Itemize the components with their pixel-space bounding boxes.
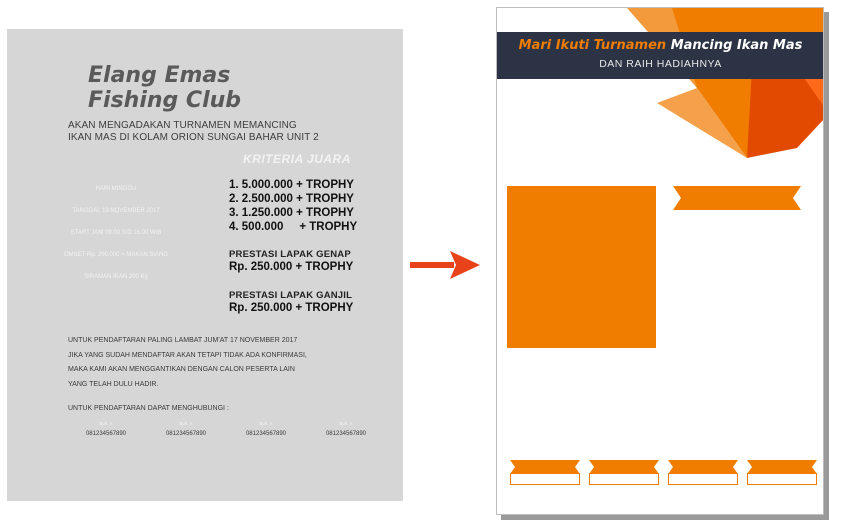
- contact-slot: [589, 473, 659, 485]
- contact-item: [66, 421, 146, 437]
- detail-stock: SIRAMAN IKAN 200 Kg: [84, 274, 148, 280]
- contact-list: [66, 421, 386, 437]
- detail-fee: OMSET Rp. 200.000 + MAKAN SIANG: [63, 252, 169, 258]
- contact-ribbon: [589, 460, 659, 474]
- detail-date: TANGGAL 19 NOVEMBER 2017: [72, 208, 160, 214]
- prize-item: 2. 2.500.000 + TROPHY: [229, 193, 354, 205]
- note-line: JIKA YANG SUDAH MENDAFTAR AKAN TETAPI TIDAK ADA KONFIRMASI,: [68, 351, 307, 359]
- right-arrow-icon: [410, 249, 480, 281]
- intro-text: [68, 120, 319, 144]
- contact-slot: [747, 473, 817, 485]
- contact-heading: UNTUK PENDAFTARAN DAPAT MENGHUBUNGI :: [68, 405, 229, 412]
- registration-notes: [68, 334, 307, 392]
- prestasi-genap-title: PRESTASI LAPAK GENAP: [229, 249, 351, 260]
- poster-title-highlight: Mari Ikuti Turnamen: [518, 38, 667, 53]
- prestasi-ganjil-value: Rp. 250.000 + TROPHY: [229, 302, 354, 314]
- contact-slot: [668, 473, 738, 485]
- detail-day: HARI MINGGU: [95, 186, 137, 192]
- kriteria-ribbon: [673, 186, 801, 210]
- detail-time: START JAM 09.00 S/D 16.00 WIB: [70, 230, 162, 236]
- contact-name: Bpk. X: [259, 421, 273, 426]
- club-name-line2: Fishing Club: [88, 88, 242, 113]
- photo-placeholder: [507, 186, 656, 348]
- contact-name: Bpk. X: [339, 421, 353, 426]
- prestasi-ganjil-title: PRESTASI LAPAK GANJIL: [229, 290, 353, 301]
- contact-item: [146, 421, 226, 437]
- intro-line: AKAN MENGADAKAN TURNAMEN MEMANCING: [68, 120, 297, 131]
- contact-phone: 081234567890: [325, 431, 367, 437]
- club-name-line1: Elang Emas: [88, 63, 231, 88]
- poster-subtitle: DAN RAIH HADIAHNYA: [599, 58, 722, 70]
- prize-item: 3. 1.250.000 + TROPHY: [229, 207, 354, 219]
- club-name: [88, 63, 241, 113]
- contact-ribbon: [747, 460, 817, 474]
- note-line: YANG TELAH DULU HADIR.: [68, 380, 159, 388]
- prestasi-genap-value: Rp. 250.000 + TROPHY: [229, 261, 354, 273]
- poster-title: [497, 38, 824, 53]
- note-line: MAKA KAMI AKAN MENGGANTIKAN DENGAN CALON PESERTA LAIN: [68, 366, 295, 373]
- intro-line: IKAN MAS DI KOLAM ORION SUNGAI BAHAR UNIT 2: [68, 132, 319, 143]
- contact-phone: 081234567890: [85, 431, 127, 437]
- contact-name: Bpk. X: [179, 421, 193, 426]
- contact-slot: [510, 473, 580, 485]
- kriteria-title: KRITERIA JUARA: [243, 152, 351, 166]
- prize-item: 1. 5.000.000 + TROPHY: [229, 179, 354, 191]
- poster-title-main: Mancing Ikan Mas: [670, 38, 803, 53]
- contact-ribbon: [510, 460, 580, 474]
- prize-list: [229, 178, 357, 234]
- contact-item: [306, 421, 386, 437]
- prize-item: 4. 500.000 + TROPHY: [229, 221, 358, 233]
- note-line: UNTUK PENDAFTARAN PALING LAMBAT JUM'AT 17 NOVEMBER 2017: [68, 337, 298, 344]
- contact-ribbon: [668, 460, 738, 474]
- contact-name: Bpk. X: [99, 421, 113, 426]
- contact-phone: 081234567890: [165, 431, 207, 437]
- poster-template: [496, 7, 824, 515]
- contact-item: [226, 421, 306, 437]
- contact-phone: 081234567890: [245, 431, 287, 437]
- event-details: [40, 178, 192, 288]
- poster-banner: [497, 32, 824, 79]
